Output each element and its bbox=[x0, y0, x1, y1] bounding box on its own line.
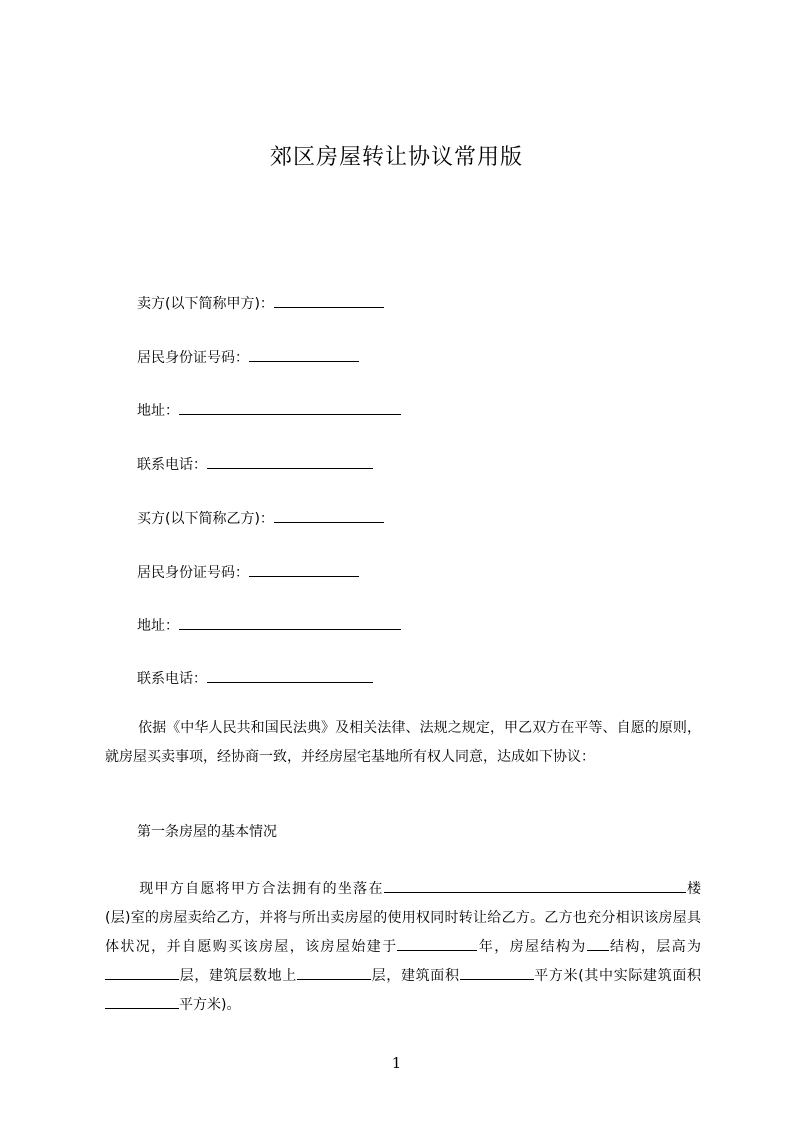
buyer-address-blank[interactable] bbox=[179, 614, 401, 630]
page-number: 1 bbox=[391, 1054, 402, 1072]
seller-name-blank[interactable] bbox=[274, 292, 384, 308]
buyer-address-field bbox=[137, 614, 401, 636]
seller-address-field bbox=[137, 399, 401, 421]
preamble-paragraph bbox=[105, 714, 701, 772]
structure-blank[interactable] bbox=[587, 936, 609, 951]
document-title: 郊区房屋转让协议常用版 bbox=[269, 145, 523, 170]
buyer-address-label: 地址： bbox=[137, 618, 179, 634]
section1-text-4: 结构，层高为 bbox=[608, 939, 702, 955]
seller-id-blank[interactable] bbox=[249, 346, 359, 362]
seller-id-field bbox=[137, 346, 359, 368]
buyer-phone-blank[interactable] bbox=[207, 667, 373, 683]
seller-address-blank[interactable] bbox=[179, 399, 401, 415]
seller-phone-blank[interactable] bbox=[207, 453, 373, 469]
buyer-phone-label: 联系电话： bbox=[137, 671, 207, 687]
seller-name-label: 卖方(以下简称甲方)： bbox=[137, 296, 274, 312]
section1-text-2: 楼(层)室的房屋卖给乙方，并将与所出卖房屋的使用权同时转让给乙方。乙方也充分相识该房屋具体状况，并自愿购买该房屋，该房屋始建于 bbox=[105, 881, 702, 955]
buyer-id-label: 居民身份证号码： bbox=[137, 565, 249, 581]
section1-heading: 第一条房屋的基本情况 bbox=[137, 824, 277, 840]
seller-phone-field bbox=[137, 453, 373, 475]
section1-text-3: 年，房屋结构为 bbox=[477, 939, 587, 955]
building-area-blank[interactable] bbox=[460, 965, 534, 980]
floor-height-blank[interactable] bbox=[105, 965, 179, 980]
seller-address-label: 地址： bbox=[137, 403, 179, 419]
build-year-blank[interactable] bbox=[397, 936, 477, 951]
buyer-phone-field bbox=[137, 667, 373, 689]
section1-text-6: 层，建筑面积 bbox=[370, 968, 460, 984]
section1-text-7: 平方米(其中实际建筑面积 bbox=[533, 968, 702, 984]
floors-above-blank[interactable] bbox=[297, 965, 371, 980]
section1-text-5: 层，建筑层数地上 bbox=[179, 968, 297, 984]
location-blank[interactable] bbox=[384, 878, 686, 893]
actual-area-blank[interactable] bbox=[105, 994, 179, 1009]
buyer-id-field bbox=[137, 561, 359, 583]
seller-id-label: 居民身份证号码： bbox=[137, 350, 249, 366]
buyer-name-label: 买方(以下简称乙方)： bbox=[137, 511, 274, 527]
buyer-name-field bbox=[137, 507, 384, 529]
section1-paragraph bbox=[105, 875, 701, 1020]
section1-text-8: 平方米)。 bbox=[179, 997, 241, 1013]
preamble-text: 依据《中华人民共和国民法典》及相关法律、法规之规定，甲乙双方在平等、自愿的原则，就房屋买卖事项，经协商一致，并经房屋宅基地所有权人同意，达成如下协议： bbox=[105, 720, 701, 765]
seller-name-field bbox=[137, 292, 384, 314]
seller-phone-label: 联系电话： bbox=[137, 457, 207, 473]
buyer-name-blank[interactable] bbox=[274, 507, 384, 523]
section1-text-1: 现甲方自愿将甲方合法拥有的坐落在 bbox=[138, 881, 384, 897]
buyer-id-blank[interactable] bbox=[249, 561, 359, 577]
